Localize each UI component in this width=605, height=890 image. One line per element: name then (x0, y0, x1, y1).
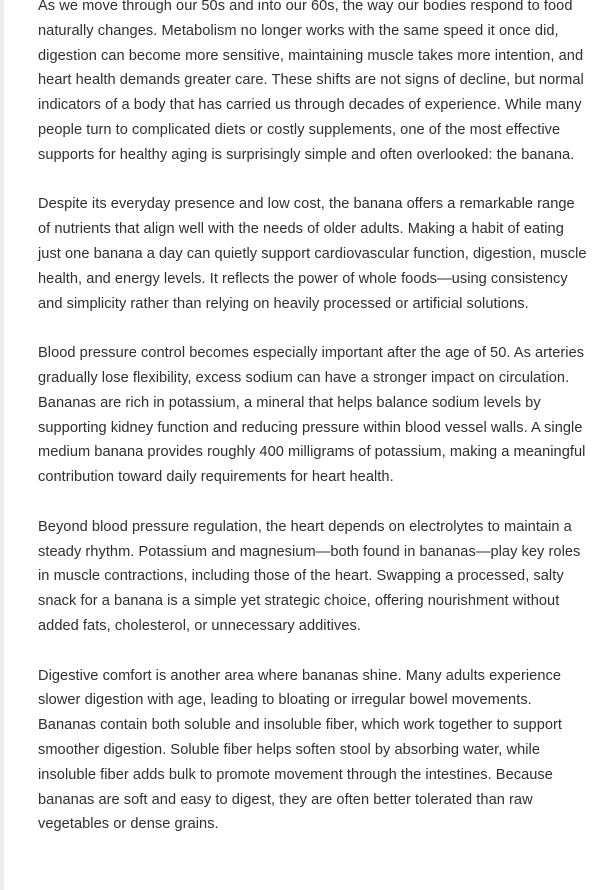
left-rail (0, 0, 4, 890)
paragraph-digestion: Digestive comfort is another area where bananas shine. Many adults experience slower digestion with age, leading to bloating or irregular bowel movements. Bananas contain both soluble and insoluble fiber, which work together to support smoother digestion. Soluble fiber helps soften stool by absorbing water, while insoluble fiber adds bulk to promote movement through the intestines. Because bananas are soft and easy to digest, they are often better tolerated than raw vegetables or dense grains. (38, 667, 563, 833)
article-body (38, 0, 588, 862)
paragraph-heart-rhythm: Beyond blood pressure regulation, the heart depends on electrolytes to maintain a steady rhythm. Potassium and magnesium—both found in bananas—play key roles in muscle contractions, including those of the heart. Swapping a processed, salty snack for a banana is a simple yet strategic choice, offering nourishment without added fats, cholesterol, or unnecessary additives. (38, 518, 581, 634)
paragraph-nutrients: Despite its everyday presence and low cost, the banana offers a remarkable range of nutrients that align well with the needs of older adults. Making a habit of eating just one banana a day can quietly support cardiovascular function, digestion, muscle health, and energy levels. It reflects the power of whole foods—using consistency and simplicity rather than relying on heavily processed or artificial solutions. (38, 196, 587, 312)
paragraph-intro: As we move through our 50s and into our 60s, the way our bodies respond to food naturally changes. Metabolism no longer works with the same speed it once did, digestion can become more sensitive, maintaining muscle takes more intention, and heart health demands greater care. These shifts are not signs of decline, but normal indicators of a body that has carried us through decades of experience. While many people turn to complicated diets or costly supplements, one of the most effective supports for healthy aging is surprisingly simple and often overlooked: the banana. (38, 0, 584, 163)
paragraph-blood-pressure: Blood pressure control becomes especially important after the age of 50. As arteries gradually lose flexibility, excess sodium can have a stronger impact on circulation. Bananas are rich in potassium, a mineral that helps balance sodium levels by supporting kidney function and reducing pressure within blood vessel walls. A single medium banana provides roughly 400 milligrams of potassium, making a meaningful contribution toward daily requirements for heart health. (38, 345, 586, 486)
